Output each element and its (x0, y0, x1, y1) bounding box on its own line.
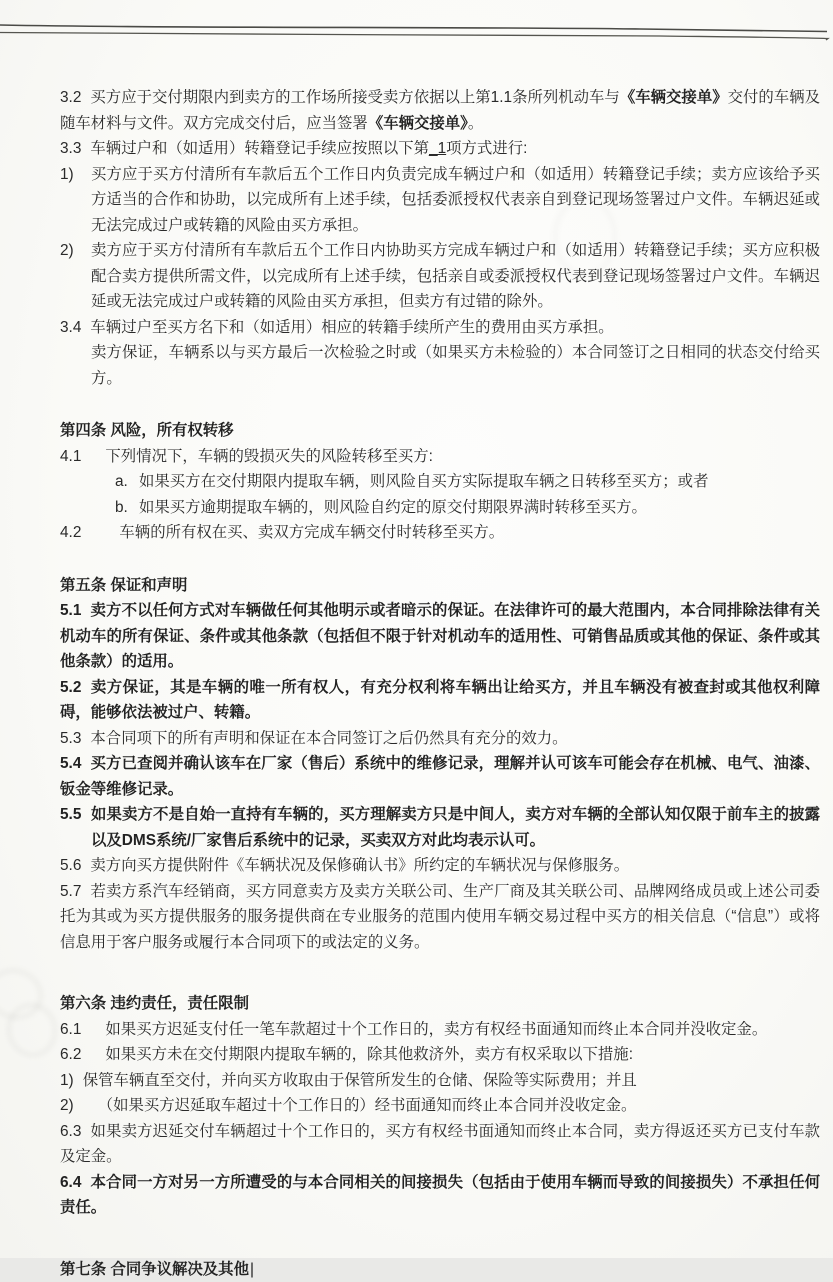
article-5-heading (60, 573, 820, 599)
clause-number: 5.5 (60, 802, 81, 828)
clause-text: 买方已查阅并确认该车在厂家（售后）系统中的维修记录，理解并认可该车可能会存在机械、电气、油漆、钣金等维修记录。 (60, 755, 820, 798)
clause-3-3-item-1 (60, 162, 820, 239)
clause-text: 第五条 保证和声明 (60, 577, 187, 594)
clause-number: 6.2 (60, 1046, 81, 1063)
clause-number: b. (115, 495, 128, 521)
clause-number: 1) (60, 162, 74, 188)
clause-text: 第七条 合同争议解决及其他| (60, 1261, 254, 1278)
clause-text: 如果买方逾期提取车辆的，则风险自约定的原交付期限界满时转移至买方。 (139, 499, 647, 516)
clause-text: 卖方不以任何方式对车辆做任何其他明示或者暗示的保证。在法律许可的最大范围内，本合同排除法律有关机动车的所有保证、条件或其他条款（包括但不限于针对机动车的适用性、可销售品质或其他的保证、条件或其他条款）的适用。 (60, 602, 820, 670)
clause-4-1-a (115, 469, 820, 495)
clause-text: 车辆过户和（如适用）转籍登记手续应按照以下第_1项方式进行: (90, 140, 527, 157)
clause-6-2-item-2 (60, 1093, 820, 1119)
clause-3-3-item-2 (60, 238, 820, 315)
clause-text: 第六条 违约责任，责任限制 (60, 995, 249, 1012)
scan-edge-lines (0, 0, 833, 70)
clause-number: 5.6 (60, 857, 81, 874)
clause-text: 若卖方系汽车经销商，买方同意卖方及卖方关联公司、生产厂商及其关联公司、品牌网络成员或上述公司委托为其或为买方提供服务的服务提供商在专业服务的范围内使用车辆交易过程中买方的相关信息（“信息”）或将信息用于客户服务或履行本合同项下的或法定的义务。 (60, 883, 820, 951)
clause-number: 5.1 (60, 602, 81, 619)
clause-text: 如果卖方迟延交付车辆超过十个工作日的，买方有权经书面通知而终止本合同，卖方得返还买方已支付车款及定金。 (60, 1123, 820, 1166)
clause-5-2 (60, 675, 820, 726)
article-4-heading (60, 418, 820, 444)
clause-number: 5.4 (60, 755, 81, 772)
clause-5-6 (60, 853, 820, 879)
clause-text: 第四条 风险，所有权转移 (60, 422, 234, 439)
clause-text: 卖方保证，车辆系以与买方最后一次检验之时或（如果买方未检验的）本合同签订之日相同的状态交付给买方。 (91, 344, 820, 387)
clause-4-1 (60, 444, 820, 470)
clause-3-4 (60, 315, 820, 341)
scan-edge-line-bottom (0, 33, 828, 41)
clause-number: 5.7 (60, 883, 81, 900)
text-cursor-mark: | (250, 1261, 254, 1278)
clause-3-3 (60, 136, 820, 162)
clause-text: 本合同一方对另一方所遭受的与本合同相关的间接损失（包括由于使用车辆而导致的间接损失）不承担任何责任。 (60, 1174, 820, 1217)
clause-text: 车辆的所有权在买、卖双方完成车辆交付时转移至买方。 (119, 524, 504, 541)
clause-number: 6.3 (60, 1123, 81, 1140)
clause-5-4 (60, 751, 820, 802)
clause-6-3 (60, 1119, 820, 1170)
clause-number: 3.4 (60, 319, 81, 336)
clause-3-2 (60, 85, 820, 136)
clause-number: 2) (60, 238, 74, 264)
article-6-heading (60, 991, 820, 1017)
clause-text: 买方应于买方付清所有车款后五个工作日内负责完成车辆过户和（如适用）转籍登记手续；卖方应该给予买方适当的合作和协助，以完成所有上述手续，包括委派授权代表亲自到登记现场签署过户文件。车辆迟延或无法完成过户或转籍的风险由买方承担。 (91, 166, 820, 234)
clause-6-2 (60, 1042, 820, 1068)
clause-4-1-b (115, 495, 820, 521)
article-7-heading (60, 1257, 820, 1282)
clause-6-1 (60, 1017, 820, 1043)
clause-text: 卖方保证，其是车辆的唯一所有权人，有充分权利将车辆出让给买方，并且车辆没有被查封或其他权利障碍，能够依法被过户、转籍。 (60, 679, 820, 722)
clause-3-4-continuation (60, 340, 820, 391)
clause-number: 2) (60, 1097, 74, 1114)
clause-number: 4.2 (60, 524, 81, 541)
clause-5-5 (60, 802, 820, 853)
clause-number: 3.2 (60, 89, 81, 106)
clause-text: 下列情况下，车辆的毁损灭失的风险转移至买方: (105, 448, 432, 465)
clause-5-7 (60, 879, 820, 956)
clause-text: 买方应于交付期限内到卖方的工作场所接受卖方依据以上第1.1条所列机动车与《车辆交接单》交付的车辆及随车材料与文件。双方完成交付后，应当签署《车辆交接单》。 (60, 89, 820, 132)
clause-number: a. (115, 469, 128, 495)
clause-number: 5.2 (60, 679, 81, 696)
clause-number: 4.1 (60, 448, 81, 465)
clause-text: 如果买方迟延支付任一笔车款超过十个工作日的，卖方有权经书面通知而终止本合同并没收定金。 (105, 1021, 767, 1038)
clause-text: 如果卖方不是自始一直持有车辆的，买方理解卖方只是中间人，卖方对车辆的全部认知仅限于前车主的披露以及DMS系统/厂家售后系统中的记录，买卖双方对此均表示认可。 (91, 806, 820, 849)
clause-text: 保管车辆直至交付，并向买方收取由于保管所发生的仓储、保险等实际费用；并且 (83, 1072, 637, 1089)
clause-number: 1) (60, 1072, 74, 1089)
clause-text: 本合同项下的所有声明和保证在本合同签订之后仍然具有充分的效力。 (90, 730, 567, 747)
clause-text: 车辆过户至买方名下和（如适用）相应的转籍手续所产生的费用由买方承担。 (90, 319, 613, 336)
clause-text: 卖方向买方提供附件《车辆状况及保修确认书》所约定的车辆状况与保修服务。 (90, 857, 629, 874)
clause-5-1 (60, 598, 820, 675)
clause-6-2-item-1 (60, 1068, 820, 1094)
clause-text: 卖方应于买方付清所有车款后五个工作日内协助买方完成车辆过户和（如适用）转籍登记手续；买方应积极配合卖方提供所需文件，以完成所有上述手续，包括亲自或委派授权代表到登记现场签署过户文件。车辆迟延或无法完成过户或转籍的风险由买方承担，但卖方有过错的除外。 (91, 242, 820, 310)
clause-text: 如果买方未在交付期限内提取车辆的，除其他救济外，卖方有权采取以下措施: (105, 1046, 633, 1063)
clause-number: 6.4 (60, 1174, 81, 1191)
clause-number: 5.3 (60, 730, 81, 747)
contract-body (60, 85, 820, 1282)
clause-6-4 (60, 1170, 820, 1221)
clause-5-3 (60, 726, 820, 752)
clause-number: 6.1 (60, 1021, 81, 1038)
scan-edge-line-top (0, 25, 827, 32)
clause-text: （如果买方迟延取车超过十个工作日的）经书面通知而终止本合同并没收定金。 (98, 1097, 637, 1114)
clause-number: 3.3 (60, 140, 81, 157)
clause-text: 如果买方在交付期限内提取车辆，则风险自买方实际提取车辆之日转移至买方；或者 (139, 473, 708, 490)
clause-4-2 (60, 520, 820, 546)
